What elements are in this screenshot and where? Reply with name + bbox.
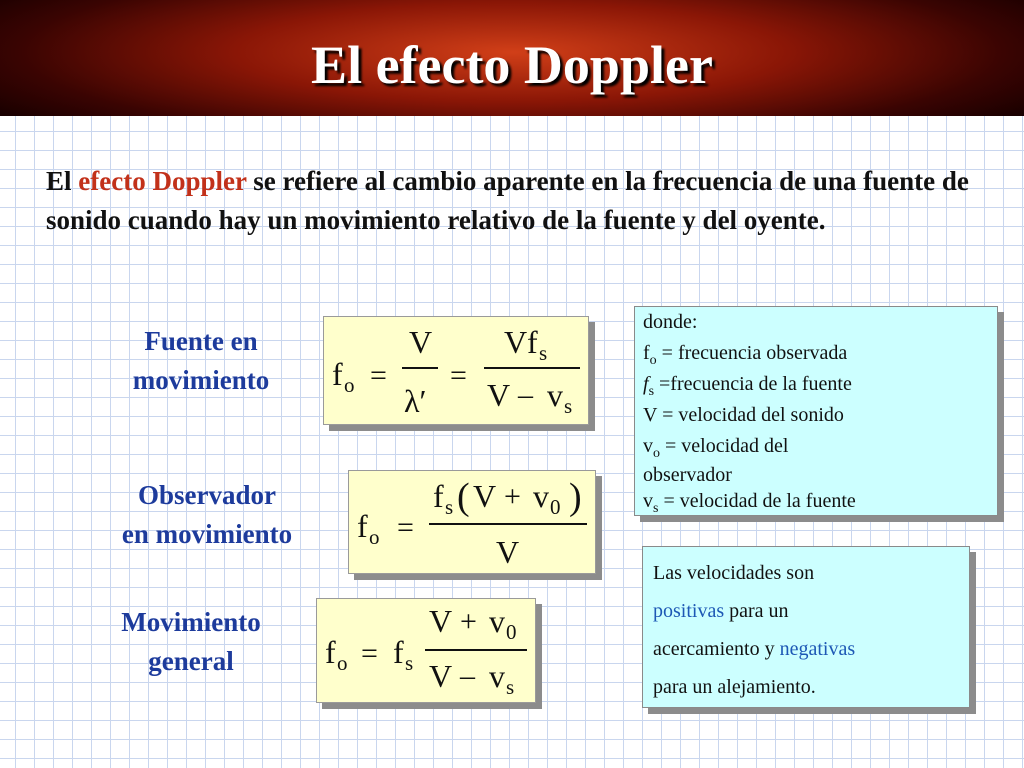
label-general-motion bbox=[96, 603, 286, 681]
note-line2 bbox=[653, 592, 969, 630]
intro-paragraph bbox=[46, 162, 976, 240]
label-observer-moving-line1: Observador bbox=[138, 480, 276, 510]
def-vo-sub: o bbox=[653, 446, 660, 461]
numerator-f: f bbox=[527, 324, 538, 360]
equals-sign: = bbox=[361, 637, 378, 670]
formula-observer-moving bbox=[348, 470, 596, 574]
label-observer-moving-line2: en movimiento bbox=[121, 519, 293, 549]
note-negative: negativas bbox=[779, 638, 856, 660]
minus-sign: – bbox=[518, 378, 533, 411]
f-symbol-2: f bbox=[393, 634, 404, 670]
sub-o: o bbox=[344, 373, 355, 397]
def-fs-sub: s bbox=[648, 384, 655, 399]
denominator-V: V bbox=[429, 658, 453, 694]
sign-convention-note bbox=[642, 546, 970, 708]
numerator-V-2: V bbox=[504, 324, 528, 360]
def-vo-text: = velocidad del bbox=[660, 435, 789, 457]
intro-rest: se refiere al cambio aparente en la frecuencia de una fuente de sonido cuando hay un movimiento relativo de la fuente y del oyente. bbox=[46, 166, 969, 235]
note-line1: Las velocidades son bbox=[653, 562, 815, 584]
definition-vo-cont: observador bbox=[643, 464, 732, 486]
lambda-prime: λ′ bbox=[404, 383, 427, 419]
sub-o: o bbox=[337, 651, 348, 675]
denominator-V: V bbox=[496, 534, 520, 570]
def-vs-text: = velocidad de la fuente bbox=[658, 490, 856, 512]
formula-source-moving-svg bbox=[324, 317, 588, 424]
formula-general-motion-svg bbox=[317, 599, 535, 702]
formula-source-moving bbox=[323, 316, 589, 425]
definition-V bbox=[643, 400, 997, 431]
equals-sign-2: = bbox=[450, 359, 467, 392]
definition-fs bbox=[643, 369, 997, 400]
note-line4: para un alejamiento. bbox=[653, 676, 816, 698]
intro-highlight: efecto Doppler bbox=[78, 166, 247, 196]
right-paren: ) bbox=[569, 476, 582, 518]
def-fo-sub: o bbox=[649, 353, 657, 368]
def-fo-symbol: f bbox=[643, 342, 650, 364]
note-line2-rest: para un bbox=[724, 600, 789, 622]
def-fo-text: = frecuencia observada bbox=[656, 342, 848, 364]
f-symbol: f bbox=[332, 356, 343, 392]
f-symbol: f bbox=[325, 634, 336, 670]
numerator-v: v bbox=[533, 478, 549, 514]
def-vs-symbol: v bbox=[643, 490, 653, 512]
definition-fo bbox=[643, 338, 997, 369]
numerator-V: V bbox=[429, 603, 453, 639]
label-general-motion-line1: Movimiento bbox=[121, 607, 261, 637]
page-title: El efecto Doppler bbox=[311, 35, 713, 95]
label-observer-moving bbox=[92, 476, 322, 554]
note-line3 bbox=[653, 630, 969, 668]
definition-vs bbox=[643, 488, 997, 514]
note-line3-pre: acercamiento y bbox=[653, 638, 780, 660]
sub-o: o bbox=[369, 525, 380, 549]
definition-vo bbox=[643, 431, 997, 462]
denominator-V: V bbox=[487, 377, 511, 413]
formula-observer-moving-svg bbox=[349, 471, 595, 573]
label-source-moving-line2: movimiento bbox=[132, 365, 270, 395]
label-general-motion-line2: general bbox=[148, 646, 234, 676]
numerator-V: V bbox=[473, 478, 497, 514]
note-positive: positivas bbox=[653, 600, 725, 622]
sub-s: s bbox=[445, 495, 454, 519]
denominator-v: v bbox=[489, 658, 505, 694]
sub-s-2: s bbox=[506, 675, 515, 699]
def-V-text: = velocidad del sonido bbox=[657, 404, 844, 426]
left-paren: ( bbox=[457, 476, 470, 518]
intro-prefix: El bbox=[46, 166, 79, 196]
sub-s: s bbox=[405, 651, 414, 675]
sub-zero: 0 bbox=[550, 495, 561, 519]
sub-s: s bbox=[539, 341, 548, 365]
equals-sign: = bbox=[397, 511, 414, 544]
def-fs-text: =frecuencia de la fuente bbox=[654, 373, 852, 395]
def-vs-sub: s bbox=[653, 501, 659, 516]
def-V-symbol: V bbox=[643, 404, 658, 426]
plus-sign: + bbox=[504, 480, 521, 513]
numerator-V: V bbox=[409, 324, 433, 360]
label-source-moving bbox=[108, 322, 294, 400]
def-vo-symbol: v bbox=[643, 435, 653, 457]
definitions-heading: donde: bbox=[643, 311, 698, 333]
sub-s-2: s bbox=[564, 394, 573, 418]
numerator-v: v bbox=[489, 603, 505, 639]
denominator-v: v bbox=[547, 377, 563, 413]
definitions-box bbox=[634, 306, 998, 516]
sub-zero: 0 bbox=[506, 620, 517, 644]
equals-sign: = bbox=[370, 359, 387, 392]
formula-general-motion bbox=[316, 598, 536, 703]
label-source-moving-line1: Fuente en bbox=[144, 326, 258, 356]
minus-sign: – bbox=[460, 659, 475, 692]
f-symbol: f bbox=[357, 508, 368, 544]
def-fs-symbol: f bbox=[643, 373, 649, 395]
plus-sign: + bbox=[460, 605, 477, 638]
numerator-f: f bbox=[433, 478, 444, 514]
